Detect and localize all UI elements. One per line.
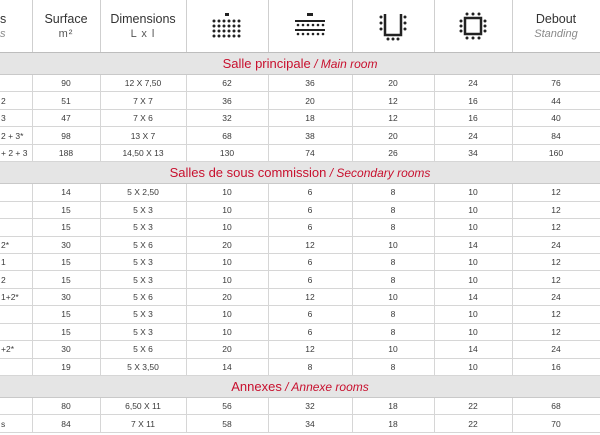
boardroom-cell: 10	[434, 271, 512, 288]
room-name: 2	[0, 271, 32, 288]
u-shape-cell: 20	[352, 75, 434, 92]
dimensions-cell: 7 X 6	[100, 109, 186, 126]
theatre-cell: 10	[186, 271, 268, 288]
room-name: + 2 + 3	[0, 144, 32, 161]
u-shape-cell: 18	[352, 398, 434, 415]
room-name	[0, 184, 32, 201]
classroom-cell: 6	[268, 184, 352, 201]
surface-cell: 90	[32, 75, 100, 92]
u-shape-cell: 26	[352, 144, 434, 161]
theatre-cell: 20	[186, 288, 268, 305]
room-name	[0, 358, 32, 375]
u-shape-cell: 12	[352, 109, 434, 126]
classroom-cell: 8	[268, 358, 352, 375]
theatre-cell: 130	[186, 144, 268, 161]
theatre-cell: 10	[186, 201, 268, 218]
boardroom-cell: 14	[434, 341, 512, 358]
classroom-cell: 6	[268, 201, 352, 218]
standing-cell: 24	[512, 341, 600, 358]
room-name	[0, 306, 32, 323]
table-row	[0, 415, 600, 432]
classroom-cell: 12	[268, 236, 352, 253]
classroom-cell: 6	[268, 306, 352, 323]
table-row	[0, 341, 600, 358]
header-surface-unit: m²	[58, 27, 74, 40]
u-shape-cell: 10	[352, 236, 434, 253]
classroom-cell: 20	[268, 92, 352, 109]
dimensions-cell: 5 X 6	[100, 341, 186, 358]
classroom-cell: 36	[268, 75, 352, 92]
surface-cell: 14	[32, 184, 100, 201]
standing-cell: 12	[512, 271, 600, 288]
u-shape-layout-icon	[378, 11, 408, 41]
u-shape-cell: 8	[352, 358, 434, 375]
surface-cell: 15	[32, 323, 100, 340]
classroom-cell: 12	[268, 288, 352, 305]
surface-cell: 15	[32, 306, 100, 323]
section-title-separator: /	[310, 57, 321, 71]
u-shape-cell: 10	[352, 288, 434, 305]
room-name: 2 + 3*	[0, 127, 32, 144]
table-row	[0, 306, 600, 323]
standing-cell: 24	[512, 288, 600, 305]
boardroom-cell: 14	[434, 236, 512, 253]
section-title-en: Secondary rooms	[336, 166, 431, 181]
header-surface-label: Surface	[44, 11, 88, 26]
boardroom-cell: 10	[434, 201, 512, 218]
table-row	[0, 201, 600, 218]
table-row	[0, 358, 600, 375]
standing-cell: 40	[512, 109, 600, 126]
dimensions-cell: 5 X 3	[100, 323, 186, 340]
standing-cell: 12	[512, 184, 600, 201]
standing-cell: 68	[512, 398, 600, 415]
theatre-cell: 10	[186, 306, 268, 323]
dimensions-cell: 13 X 7	[100, 127, 186, 144]
header-room-name: s s	[0, 0, 32, 53]
standing-cell: 16	[512, 358, 600, 375]
dimensions-cell: 5 X 3	[100, 306, 186, 323]
classroom-cell: 6	[268, 253, 352, 270]
classroom-cell: 34	[268, 415, 352, 432]
u-shape-cell: 12	[352, 92, 434, 109]
boardroom-cell: 34	[434, 144, 512, 161]
dimensions-cell: 5 X 2,50	[100, 184, 186, 201]
dimensions-cell: 5 X 3	[100, 219, 186, 236]
boardroom-cell: 10	[434, 358, 512, 375]
header-standing-fr: Debout	[535, 11, 577, 26]
boardroom-cell: 14	[434, 288, 512, 305]
boardroom-layout-icon	[458, 11, 488, 41]
surface-cell: 84	[32, 415, 100, 432]
u-shape-cell: 8	[352, 219, 434, 236]
boardroom-cell: 10	[434, 306, 512, 323]
header-u-shape	[352, 0, 434, 53]
boardroom-cell: 10	[434, 184, 512, 201]
dimensions-cell: 7 X 11	[100, 415, 186, 432]
classroom-cell: 6	[268, 323, 352, 340]
table-row	[0, 288, 600, 305]
table-row	[0, 219, 600, 236]
boardroom-cell: 22	[434, 415, 512, 432]
section-title-fr: Salle principale	[222, 56, 311, 71]
table-body	[0, 53, 600, 433]
standing-cell: 12	[512, 253, 600, 270]
table-row	[0, 236, 600, 253]
dimensions-cell: 5 X 3	[100, 253, 186, 270]
dimensions-cell: 14,50 X 13	[100, 144, 186, 161]
classroom-cell: 6	[268, 271, 352, 288]
standing-cell: 70	[512, 415, 600, 432]
table-row	[0, 92, 600, 109]
standing-cell: 160	[512, 144, 600, 161]
u-shape-cell: 20	[352, 127, 434, 144]
u-shape-cell: 8	[352, 201, 434, 218]
section-title-fr: Salles de sous commission	[169, 165, 327, 181]
classroom-layout-icon	[292, 12, 328, 40]
header-dimensions	[100, 0, 186, 53]
table-row	[0, 398, 600, 415]
classroom-cell: 74	[268, 144, 352, 161]
u-shape-cell: 10	[352, 341, 434, 358]
table-row	[0, 271, 600, 288]
standing-cell: 12	[512, 306, 600, 323]
boardroom-cell: 24	[434, 75, 512, 92]
header-dimensions-label: Dimensions	[110, 11, 176, 26]
dimensions-cell: 5 X 3,50	[100, 358, 186, 375]
theatre-cell: 10	[186, 219, 268, 236]
table-row	[0, 253, 600, 270]
surface-cell: 98	[32, 127, 100, 144]
boardroom-cell: 16	[434, 92, 512, 109]
classroom-cell: 6	[268, 219, 352, 236]
theatre-cell: 62	[186, 75, 268, 92]
boardroom-cell: 10	[434, 219, 512, 236]
section-title-en: Main room	[320, 57, 378, 71]
standing-cell: 76	[512, 75, 600, 92]
room-name	[0, 398, 32, 415]
classroom-cell: 38	[268, 127, 352, 144]
room-name	[0, 219, 32, 236]
surface-cell: 30	[32, 236, 100, 253]
theatre-cell: 10	[186, 184, 268, 201]
theatre-cell: 20	[186, 236, 268, 253]
section-title-separator: /	[281, 380, 292, 394]
u-shape-cell: 18	[352, 415, 434, 432]
table-header	[0, 0, 600, 53]
dimensions-cell: 5 X 6	[100, 288, 186, 305]
standing-cell: 12	[512, 323, 600, 340]
section-title-en: Annexe rooms	[291, 380, 369, 394]
surface-cell: 47	[32, 109, 100, 126]
room-name	[0, 323, 32, 340]
table-row	[0, 323, 600, 340]
u-shape-cell: 8	[352, 253, 434, 270]
theatre-cell: 32	[186, 109, 268, 126]
standing-cell: 12	[512, 219, 600, 236]
boardroom-cell: 10	[434, 253, 512, 270]
theatre-cell: 68	[186, 127, 268, 144]
room-name: 2	[0, 92, 32, 109]
room-name: 1	[0, 253, 32, 270]
header-standing	[512, 0, 600, 53]
theatre-cell: 10	[186, 323, 268, 340]
surface-cell: 30	[32, 341, 100, 358]
u-shape-cell: 8	[352, 271, 434, 288]
u-shape-cell: 8	[352, 306, 434, 323]
classroom-cell: 32	[268, 398, 352, 415]
dimensions-cell: 5 X 3	[100, 271, 186, 288]
header-standing-en: Standing	[534, 27, 578, 40]
room-name: 1+2*	[0, 288, 32, 305]
dimensions-cell: 7 X 7	[100, 92, 186, 109]
u-shape-cell: 8	[352, 323, 434, 340]
room-name: 2*	[0, 236, 32, 253]
table-row	[0, 184, 600, 201]
dimensions-cell: 5 X 6	[100, 236, 186, 253]
theatre-cell: 20	[186, 341, 268, 358]
table-row	[0, 109, 600, 126]
boardroom-cell: 10	[434, 323, 512, 340]
section-header	[0, 162, 600, 184]
theatre-layout-icon	[210, 12, 244, 40]
theatre-cell: 10	[186, 253, 268, 270]
classroom-cell: 18	[268, 109, 352, 126]
surface-cell: 15	[32, 201, 100, 218]
dimensions-cell: 12 X 7,50	[100, 75, 186, 92]
boardroom-cell: 16	[434, 109, 512, 126]
section-header	[0, 376, 600, 398]
room-name: s	[0, 415, 32, 432]
surface-cell: 30	[32, 288, 100, 305]
room-name: +2*	[0, 341, 32, 358]
dimensions-cell: 5 X 3	[100, 201, 186, 218]
header-theatre	[186, 0, 268, 53]
standing-cell: 44	[512, 92, 600, 109]
surface-cell: 19	[32, 358, 100, 375]
table-row	[0, 127, 600, 144]
table-row	[0, 75, 600, 92]
room-name	[0, 75, 32, 92]
boardroom-cell: 22	[434, 398, 512, 415]
standing-cell: 24	[512, 236, 600, 253]
surface-cell: 15	[32, 219, 100, 236]
room-name	[0, 201, 32, 218]
theatre-cell: 14	[186, 358, 268, 375]
table-row	[0, 144, 600, 161]
header-surface	[32, 0, 100, 53]
u-shape-cell: 8	[352, 184, 434, 201]
surface-cell: 15	[32, 253, 100, 270]
section-title-fr: Annexes	[231, 379, 282, 394]
section-header	[0, 53, 600, 75]
boardroom-cell: 24	[434, 127, 512, 144]
theatre-cell: 56	[186, 398, 268, 415]
theatre-cell: 36	[186, 92, 268, 109]
header-dimensions-unit: L x l	[130, 27, 156, 40]
theatre-cell: 58	[186, 415, 268, 432]
standing-cell: 84	[512, 127, 600, 144]
header-boardroom	[434, 0, 512, 53]
surface-cell: 80	[32, 398, 100, 415]
surface-cell: 15	[32, 271, 100, 288]
room-name: 3	[0, 109, 32, 126]
surface-cell: 51	[32, 92, 100, 109]
header-classroom	[268, 0, 352, 53]
classroom-cell: 12	[268, 341, 352, 358]
dimensions-cell: 6,50 X 11	[100, 398, 186, 415]
standing-cell: 12	[512, 201, 600, 218]
section-title-separator: /	[326, 166, 337, 181]
surface-cell: 188	[32, 144, 100, 161]
